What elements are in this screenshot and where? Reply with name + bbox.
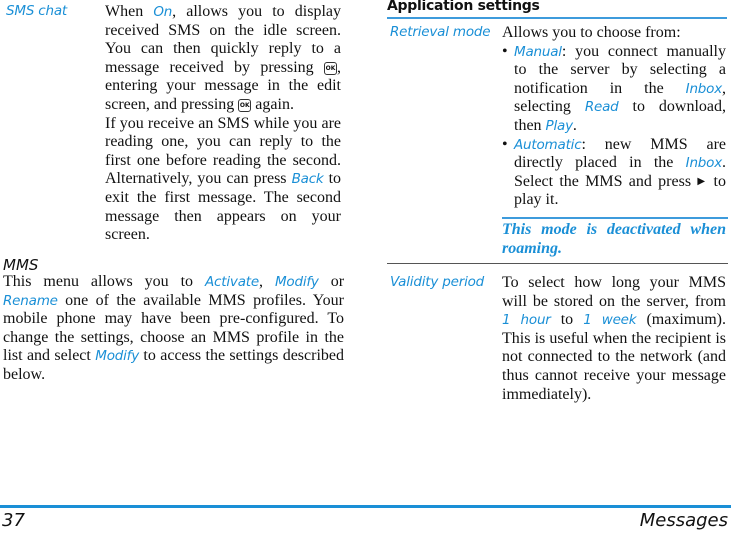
page-number: 37: [2, 510, 25, 531]
retrieval-option-manual: • Manual: you connect manually to the server by selecting a notification in the Inbox, selecting Read to download, then Play.: [502, 43, 726, 136]
term-modify-2: Modify: [95, 348, 140, 365]
term-read: Read: [584, 99, 619, 116]
retrieval-option-automatic: • Automatic: new MMS are directly placed in the Inbox. Select the MMS and press ▶ to play it.: [502, 136, 726, 210]
mms-heading: MMS: [3, 256, 39, 274]
term-play: Play: [545, 117, 573, 134]
term-back: Back: [291, 171, 324, 188]
term-modify: Modify: [274, 274, 319, 290]
retrieval-mode-description: Allows you to choose from: • Manual: you connect manually to the server by selecting a notification in the Inbox, selecting Read to download, then Play. • Automatic: new MMS are directly placed in the Inbox. Select the MMS and press ▶ to play it.: [502, 24, 726, 210]
sms-chat-description: [105, 3, 341, 245]
note-top-divider: [502, 217, 728, 219]
footer-rule: [0, 505, 731, 508]
term-activate: Activate: [205, 274, 259, 290]
validity-period-label: Validity period: [390, 274, 485, 290]
sms-chat-paragraph-1: When On, allows you to display received SMS on the idle screen. You can then quickly reply to a message received by pressing OK , entering your message in the edit screen, and pressing OK again.: [105, 3, 342, 113]
term-rename: Rename: [3, 292, 58, 309]
term-on: On: [153, 4, 173, 20]
retrieval-mode-label: Retrieval mode: [390, 24, 491, 40]
sms-chat-paragraph-2: If you receive an SMS while you are reading one, you can reply to the first one before reading the second. Alternatively, you can press Back to exit the first message. The second message then appears on your screen.: [105, 114, 342, 244]
sms-chat-label: SMS chat: [6, 3, 68, 19]
heading-divider: [387, 17, 727, 19]
term-1-hour: 1 hour: [502, 312, 551, 329]
note-bottom-divider: [387, 263, 728, 264]
term-1-week: 1 week: [583, 312, 637, 329]
application-settings-heading: Application settings: [387, 0, 540, 14]
roaming-note: This mode is deactivated when roaming.: [502, 221, 726, 257]
ok-key-icon: OK: [324, 62, 337, 75]
right-arrow-icon: ▶: [697, 175, 708, 187]
mms-description: This menu allows you to Activate, Modify or Rename one of the available MMS profiles. Your mobile phone may have been pre-configured. To change the settings, choose an MMS profile in the list and select Modify to access the settings described below.: [3, 273, 345, 383]
term-inbox-2: Inbox: [685, 155, 723, 172]
term-inbox: Inbox: [685, 80, 723, 97]
section-title: Messages: [639, 510, 728, 531]
validity-period-description: To select how long your MMS will be stored on the server, from 1 hour to 1 week (maximum). This is useful when the recipient is not connected to the network (and thus cannot receive your message immediately).: [502, 274, 726, 403]
ok-key-icon: OK: [238, 99, 251, 112]
